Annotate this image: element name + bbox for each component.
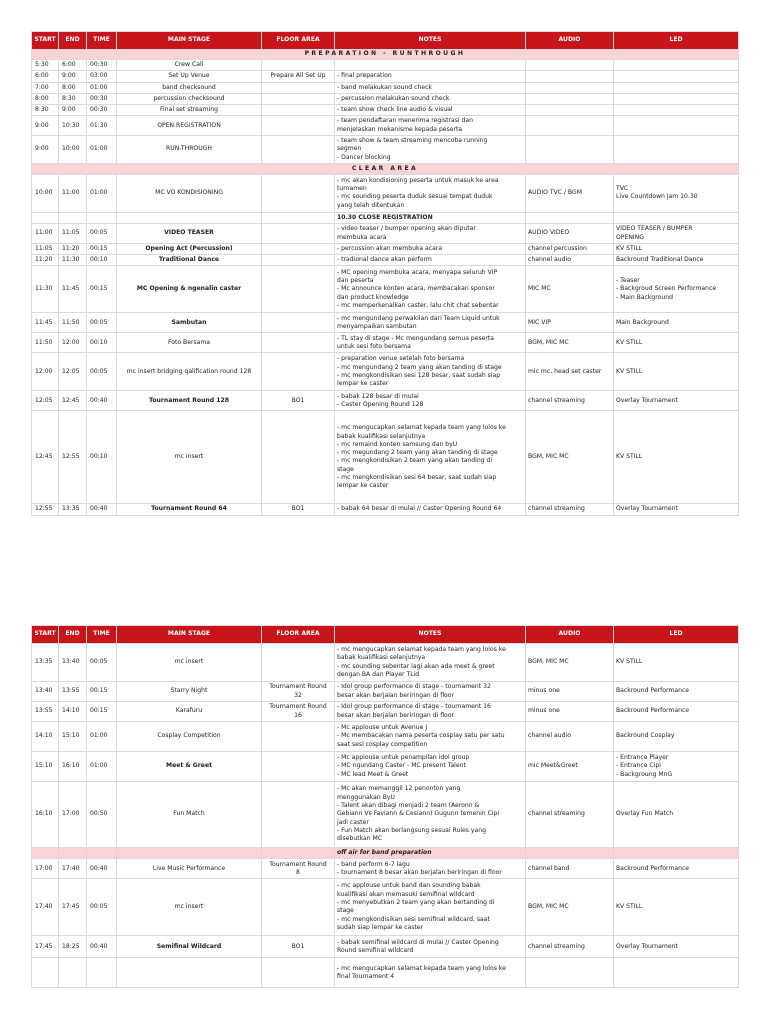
floor-area-cell (262, 879, 335, 936)
duration: 00:40 (87, 504, 117, 515)
schedule-row (32, 752, 739, 782)
audio-cell: AUDIO TVC / BGM (526, 174, 614, 212)
audio-cell: minus one (526, 682, 614, 702)
floor-area-cell (262, 174, 335, 212)
schedule-row (32, 958, 739, 988)
floor-area-cell (262, 224, 335, 244)
end-time: 11:20 (59, 243, 87, 254)
audio-cell: mic Meet&Greet (526, 752, 614, 782)
led-cell: Backround Performance (614, 859, 739, 879)
end-time: 16:10 (59, 752, 87, 782)
floor-area-cell (262, 60, 335, 71)
empty-cell (526, 848, 614, 859)
empty-cell (614, 848, 739, 859)
duration: 00:40 (87, 936, 117, 958)
audio-cell: MIC MC (526, 266, 614, 313)
schedule-row (32, 879, 739, 936)
floor-area-cell: Tournament Round 32 (262, 682, 335, 702)
header-time: TIME (87, 32, 117, 50)
end-time (59, 212, 87, 223)
notes-cell: - mc mengucapkan selamat kepada team yang lolos ke final Tournament 4 (335, 958, 526, 988)
header-led: LED (614, 32, 739, 50)
audio-cell (526, 212, 614, 223)
main-stage-cell: Crew Call (117, 60, 262, 71)
end-time: 12:45 (59, 391, 87, 411)
main-stage-cell: MC Opening & ngenalin caster (117, 266, 262, 313)
empty-cell (59, 848, 87, 859)
audio-cell: channel streaming (526, 936, 614, 958)
start-time: 9:00 (32, 136, 59, 164)
end-time: 14:10 (59, 702, 87, 722)
notes-cell: - babak 64 besar di mulai // Caster Opening Round 64 (335, 504, 526, 515)
end-time: 17:40 (59, 859, 87, 879)
start-time: 9:00 (32, 116, 59, 136)
led-cell: TVC Live Countdown jam 10.30 (614, 174, 739, 212)
audio-cell: BGM, MIC MC (526, 411, 614, 504)
duration: 00:30 (87, 105, 117, 116)
led-cell (614, 71, 739, 82)
start-time: 15:10 (32, 752, 59, 782)
led-cell: Overlay Tournament (614, 391, 739, 411)
start-time: 13:55 (32, 702, 59, 722)
empty-cell (117, 848, 262, 859)
notes-cell: - Idol group performance di stage - tournament 16 besar akan berjalan beriringan di floor (335, 702, 526, 722)
led-cell: Backround Performance (614, 682, 739, 702)
floor-area-cell: Tournament Round 16 (262, 702, 335, 722)
notes-cell: - Mc akan memanggil 12 penonton yang menggunakan ByU - Talent akan dibagi menjadi 2 team (Aeronn & Gebiann Vs Faviann & Cesiann) Gugunn temenin Cipi jadi caster - Fun Match akan berlangsung sesuai Rules yang disebutkan MC (335, 782, 526, 848)
floor-area-cell (262, 82, 335, 93)
header-end: END (59, 626, 87, 644)
notes-cell: - babak 128 besar di mulai - Caster Opening Round 128 (335, 391, 526, 411)
led-cell: - Entrance Player - Entrance Cipi - Backgroung MnG (614, 752, 739, 782)
schedule-row (32, 266, 739, 313)
schedule-row (32, 702, 739, 722)
audio-cell: channel audio (526, 255, 614, 266)
floor-area-cell (262, 93, 335, 104)
end-time: 12:55 (59, 411, 87, 504)
floor-area-cell (262, 411, 335, 504)
led-cell: KV STILL (614, 644, 739, 682)
start-time: 11:20 (32, 255, 59, 266)
led-cell: KV STILL (614, 353, 739, 391)
floor-area-cell: Prepare All Set Up (262, 71, 335, 82)
start-time: 13:35 (32, 644, 59, 682)
header-notes: NOTES (335, 626, 526, 644)
led-cell: KV STILL (614, 411, 739, 504)
duration: 00:05 (87, 879, 117, 936)
duration: 00:15 (87, 243, 117, 254)
start-time: 12:45 (32, 411, 59, 504)
led-cell: VIDEO TEASER / BUMPER OPENING (614, 224, 739, 244)
notes-cell: - preparation venue setelah foto bersama - mc mengundang 2 team yang akan tanding di stage - mc mengkondisikan sesi 128 besar, saat sudah siap lempar ke caster (335, 353, 526, 391)
duration: 01:00 (87, 752, 117, 782)
start-time: 13:40 (32, 682, 59, 702)
floor-area-cell (262, 353, 335, 391)
duration: 00:05 (87, 644, 117, 682)
duration: 00:15 (87, 682, 117, 702)
duration: 00:10 (87, 255, 117, 266)
end-time: 8:30 (59, 93, 87, 104)
led-cell: Overlay Fun Match (614, 782, 739, 848)
start-time: 14:10 (32, 722, 59, 752)
notes-cell: - team show & team streaming mencoba running segmen - Dancer blocking (335, 136, 526, 164)
main-stage-cell: Foto Bersama (117, 333, 262, 353)
main-stage-cell: mc insert (117, 879, 262, 936)
led-cell (614, 212, 739, 223)
schedule-row (32, 782, 739, 848)
duration: 00:15 (87, 702, 117, 722)
start-time: 8:30 (32, 105, 59, 116)
end-time: 6:00 (59, 60, 87, 71)
schedule-row (32, 644, 739, 682)
main-stage-cell: RUN-THROUGH (117, 136, 262, 164)
led-cell: Overlay Tournament (614, 504, 739, 515)
start-time: 12:05 (32, 391, 59, 411)
start-time: 11:50 (32, 333, 59, 353)
end-time: 11:05 (59, 224, 87, 244)
duration: 01:30 (87, 116, 117, 136)
section-label: CLEAR AREA (32, 163, 739, 174)
section-row-offair (32, 848, 739, 859)
start-time: 17:00 (32, 859, 59, 879)
led-cell (614, 116, 739, 136)
start-time: 7:00 (32, 82, 59, 93)
schedule-row (32, 105, 739, 116)
start-time: 11:05 (32, 243, 59, 254)
header-floor-area: FLOOR AREA (262, 626, 335, 644)
audio-cell (526, 93, 614, 104)
end-time: 9:00 (59, 105, 87, 116)
header-time: TIME (87, 626, 117, 644)
floor-area-cell (262, 105, 335, 116)
led-cell (614, 958, 739, 988)
floor-area-cell (262, 255, 335, 266)
audio-cell: mic mc, head set caster (526, 353, 614, 391)
audio-cell: BGM, MIC MC (526, 644, 614, 682)
start-time: 16:10 (32, 782, 59, 848)
floor-area-cell (262, 266, 335, 313)
duration: 00:50 (87, 782, 117, 848)
section-label: off air for band preparation (335, 848, 526, 859)
header-main-stage: MAIN STAGE (117, 32, 262, 50)
duration: 00:05 (87, 224, 117, 244)
header-main-stage: MAIN STAGE (117, 626, 262, 644)
audio-cell: BGM, MIC MC (526, 333, 614, 353)
main-stage-cell: Tournament Round 64 (117, 504, 262, 515)
header-floor-area: FLOOR AREA (262, 32, 335, 50)
empty-cell (262, 848, 335, 859)
end-time: 10:00 (59, 136, 87, 164)
start-time: 12:55 (32, 504, 59, 515)
led-cell: Backround Cosplay (614, 722, 739, 752)
notes-cell: - band melakukan sound check (335, 82, 526, 93)
audio-cell: MIC VIP (526, 313, 614, 333)
start-time: 10:00 (32, 174, 59, 212)
led-cell (614, 136, 739, 164)
notes-cell: - Idol group performance di stage - tournament 32 besar akan berjalan beriringan di floor (335, 682, 526, 702)
floor-area-cell: Tournament Round 8 (262, 859, 335, 879)
floor-area-cell (262, 752, 335, 782)
notes-cell: - mc mengucapkan selamat kepada team yang lolos ke babak kualifikasi selanjutnya - mc sounding sebentar lagi akan ada meet & greet dengan BA dan Player TLid (335, 644, 526, 682)
notes-cell: - percussion akan membuka acara (335, 243, 526, 254)
led-cell (614, 105, 739, 116)
notes-cell: - mc mengundang perwakilan dari Team Liquid untuk menyampaikan sambutan (335, 313, 526, 333)
start-time: 6:00 (32, 71, 59, 82)
notes-cell: - mc applouse untuk band dan sounding babak kualifikasi akan memasuki semifinal wildcard - mc menyebutkan 2 team yang akan bertanding di stage - mc mengkondisikan sesi semifinal wildcard, saat sudah siap lempar ke caster (335, 879, 526, 936)
schedule-row (32, 212, 739, 223)
audio-cell (526, 71, 614, 82)
notes-cell: - tradional dance akan perform (335, 255, 526, 266)
audio-cell: channel streaming (526, 504, 614, 515)
floor-area-cell (262, 136, 335, 164)
end-time (59, 958, 87, 988)
end-time: 13:55 (59, 682, 87, 702)
led-cell: Backround Traditional Dance (614, 255, 739, 266)
audio-cell: minus one (526, 702, 614, 722)
audio-cell: channel band (526, 859, 614, 879)
audio-cell: channel audio (526, 722, 614, 752)
notes-cell: - final preparation (335, 71, 526, 82)
header-row (32, 626, 739, 644)
audio-cell (526, 105, 614, 116)
end-time: 15:10 (59, 722, 87, 752)
schedule-row (32, 411, 739, 504)
duration: 00:40 (87, 391, 117, 411)
floor-area-cell (262, 722, 335, 752)
end-time: 11:45 (59, 266, 87, 313)
start-time (32, 212, 59, 223)
main-stage-cell: Traditional Dance (117, 255, 262, 266)
start-time: 11:45 (32, 313, 59, 333)
main-stage-cell: Opening Act (Percussion) (117, 243, 262, 254)
header-end: END (59, 32, 87, 50)
main-stage-cell: Cosplay Competition (117, 722, 262, 752)
floor-area-cell (262, 116, 335, 136)
section-row-clear (32, 163, 739, 174)
led-cell: - Teaser - Backgroud Screen Performance - Main Background (614, 266, 739, 313)
notes-cell (335, 60, 526, 71)
schedule-row (32, 136, 739, 164)
duration: 00:30 (87, 93, 117, 104)
duration: 03:00 (87, 71, 117, 82)
start-time: 12:00 (32, 353, 59, 391)
led-cell: KV STILL (614, 333, 739, 353)
schedule-row (32, 255, 739, 266)
main-stage-cell: percussion checksound (117, 93, 262, 104)
end-time: 17:45 (59, 879, 87, 936)
start-time: 17:40 (32, 879, 59, 936)
main-stage-cell: Semifinal Wildcard (117, 936, 262, 958)
schedule-row (32, 82, 739, 93)
notes-cell: - MC opening membuka acara, menyapa seluruh VIP dan peserta - Mc announce konten acara, membacakan sponsor dan product knowledge - mc memperkenalkan caster, lalu chit chat sebentar (335, 266, 526, 313)
schedule-row (32, 174, 739, 212)
schedule-row (32, 682, 739, 702)
floor-area-cell: BO1 (262, 391, 335, 411)
audio-cell: BGM, MIC MC (526, 879, 614, 936)
main-stage-cell: mc insert (117, 411, 262, 504)
floor-area-cell (262, 782, 335, 848)
start-time: 8:00 (32, 93, 59, 104)
rundown-table-1 (31, 31, 738, 516)
led-cell (614, 82, 739, 93)
main-stage-cell: Set Up Venue (117, 71, 262, 82)
notes-cell: - mc mengucapkan selamat kepada team yang lolos ke babak kualifikasi selanjutnya - mc remaind konten samsung dan byU - mc megundang 2 team yang akan tanding di stage - mc mengkondisikan 2 team yang akan tanding di stage - mc mengkondisikan sesi 64 besar, saat sudah siap lempar ke caster (335, 411, 526, 504)
duration: 00:40 (87, 859, 117, 879)
audio-cell: channel streaming (526, 391, 614, 411)
header-start: START (32, 626, 59, 644)
led-cell: KV STILL (614, 243, 739, 254)
schedule-row (32, 71, 739, 82)
start-time: 11:00 (32, 224, 59, 244)
audio-cell: channel streaming (526, 782, 614, 848)
floor-area-cell (262, 243, 335, 254)
empty-cell (32, 848, 59, 859)
main-stage-cell (117, 958, 262, 988)
led-cell: Overlay Tournament (614, 936, 739, 958)
header-led: LED (614, 626, 739, 644)
schedule-row (32, 333, 739, 353)
floor-area-cell: BO1 (262, 504, 335, 515)
section-row-preparation (32, 50, 739, 60)
main-stage-cell: VIDEO TEASER (117, 224, 262, 244)
duration: 00:05 (87, 353, 117, 391)
end-time: 11:50 (59, 313, 87, 333)
notes-cell: - percussion melakukan sound check (335, 93, 526, 104)
schedule-row (32, 60, 739, 71)
end-time: 12:05 (59, 353, 87, 391)
led-cell (614, 60, 739, 71)
schedule-row (32, 722, 739, 752)
end-time: 17:00 (59, 782, 87, 848)
duration (87, 212, 117, 223)
schedule-row (32, 116, 739, 136)
start-time: 5:30 (32, 60, 59, 71)
duration: 01:00 (87, 136, 117, 164)
notes-cell: - Mc applouse untuk penampilan idol group - MC ngundang Caster - MC present Talent - MC lead Meet & Greet (335, 752, 526, 782)
section-label: PREPARATION - RUNTHROUGH (32, 50, 739, 60)
main-stage-cell: Final set streaming (117, 105, 262, 116)
end-time: 18:25 (59, 936, 87, 958)
duration: 00:05 (87, 313, 117, 333)
main-stage-cell: mc insert (117, 644, 262, 682)
duration (87, 958, 117, 988)
floor-area-cell (262, 313, 335, 333)
end-time: 13:35 (59, 504, 87, 515)
end-time: 10:30 (59, 116, 87, 136)
duration: 00:10 (87, 411, 117, 504)
notes-cell: - band perform 6-7 lagu - tournament 8 besar akan berjalan beriringan di floor (335, 859, 526, 879)
header-row (32, 32, 739, 50)
start-time: 17:45 (32, 936, 59, 958)
schedule-row (32, 313, 739, 333)
audio-cell (526, 82, 614, 93)
main-stage-cell (117, 212, 262, 223)
notes-cell: - babak semifinal wildcard di mulai // Caster Opening Round semifinal wildcard (335, 936, 526, 958)
schedule-row (32, 243, 739, 254)
end-time: 8:00 (59, 82, 87, 93)
notes-cell: - TL stay di stage - Mc mengundang semua peserta untuk sesi foto bersama (335, 333, 526, 353)
header-audio: AUDIO (526, 626, 614, 644)
start-time (32, 958, 59, 988)
schedule-row (32, 391, 739, 411)
audio-cell: AUDIO VIDEO (526, 224, 614, 244)
duration: 00:30 (87, 60, 117, 71)
end-time: 13:40 (59, 644, 87, 682)
duration: 00:15 (87, 266, 117, 313)
rundown-table-2 (31, 625, 738, 988)
main-stage-cell: band checksound (117, 82, 262, 93)
header-start: START (32, 32, 59, 50)
audio-cell (526, 60, 614, 71)
audio-cell: channel percussion (526, 243, 614, 254)
schedule-row (32, 859, 739, 879)
floor-area-cell (262, 644, 335, 682)
schedule-row (32, 504, 739, 515)
schedule-row (32, 93, 739, 104)
empty-cell (87, 848, 117, 859)
end-time: 11:00 (59, 174, 87, 212)
floor-area-cell (262, 333, 335, 353)
main-stage-cell: Live Music Performance (117, 859, 262, 879)
header-audio: AUDIO (526, 32, 614, 50)
main-stage-cell: Starry Night (117, 682, 262, 702)
floor-area-cell: BO1 (262, 936, 335, 958)
duration: 01:00 (87, 722, 117, 752)
notes-cell: - mc akan kondisioning peserta untuk masuk ke area turnamen - mc sounding peserta duduk sesuai tempat duduk yang telah ditentukan (335, 174, 526, 212)
duration: 00:10 (87, 333, 117, 353)
main-stage-cell: OPEN REGISTRATION (117, 116, 262, 136)
led-cell: KV STILL (614, 879, 739, 936)
main-stage-cell: Fun Match (117, 782, 262, 848)
end-time: 12:00 (59, 333, 87, 353)
audio-cell (526, 958, 614, 988)
main-stage-cell: Tournament Round 128 (117, 391, 262, 411)
floor-area-cell (262, 212, 335, 223)
schedule-row (32, 936, 739, 958)
main-stage-cell: mc insert bridging qalification round 128 (117, 353, 262, 391)
led-cell: Backround Performance (614, 702, 739, 722)
audio-cell (526, 116, 614, 136)
end-time: 9:00 (59, 71, 87, 82)
notes-cell: - video teaser / bumper opening akan diputar membuka acara (335, 224, 526, 244)
notes-cell: - team pendaftaran menerima registrasi dan menjelaskan mekanisme kepada peserta (335, 116, 526, 136)
duration: 01:00 (87, 174, 117, 212)
led-cell (614, 93, 739, 104)
main-stage-cell: MC VO KONDISIONING (117, 174, 262, 212)
start-time: 11:30 (32, 266, 59, 313)
floor-area-cell (262, 958, 335, 988)
main-stage-cell: Sambutan (117, 313, 262, 333)
duration: 01:00 (87, 82, 117, 93)
led-cell: Main Background (614, 313, 739, 333)
end-time: 11:30 (59, 255, 87, 266)
schedule-row (32, 224, 739, 244)
main-stage-cell: Meet & Greet (117, 752, 262, 782)
schedule-row (32, 353, 739, 391)
header-notes: NOTES (335, 32, 526, 50)
main-stage-cell: Karafuru (117, 702, 262, 722)
notes-cell: - team show check line audio & visual (335, 105, 526, 116)
notes-cell: 10.30 CLOSE REGISTRATION (335, 212, 526, 223)
audio-cell (526, 136, 614, 164)
notes-cell: - Mc applouse untuk Avenue J - Mc membacakan nama peserta cosplay satu per satu saat sesi cosplay competition (335, 722, 526, 752)
